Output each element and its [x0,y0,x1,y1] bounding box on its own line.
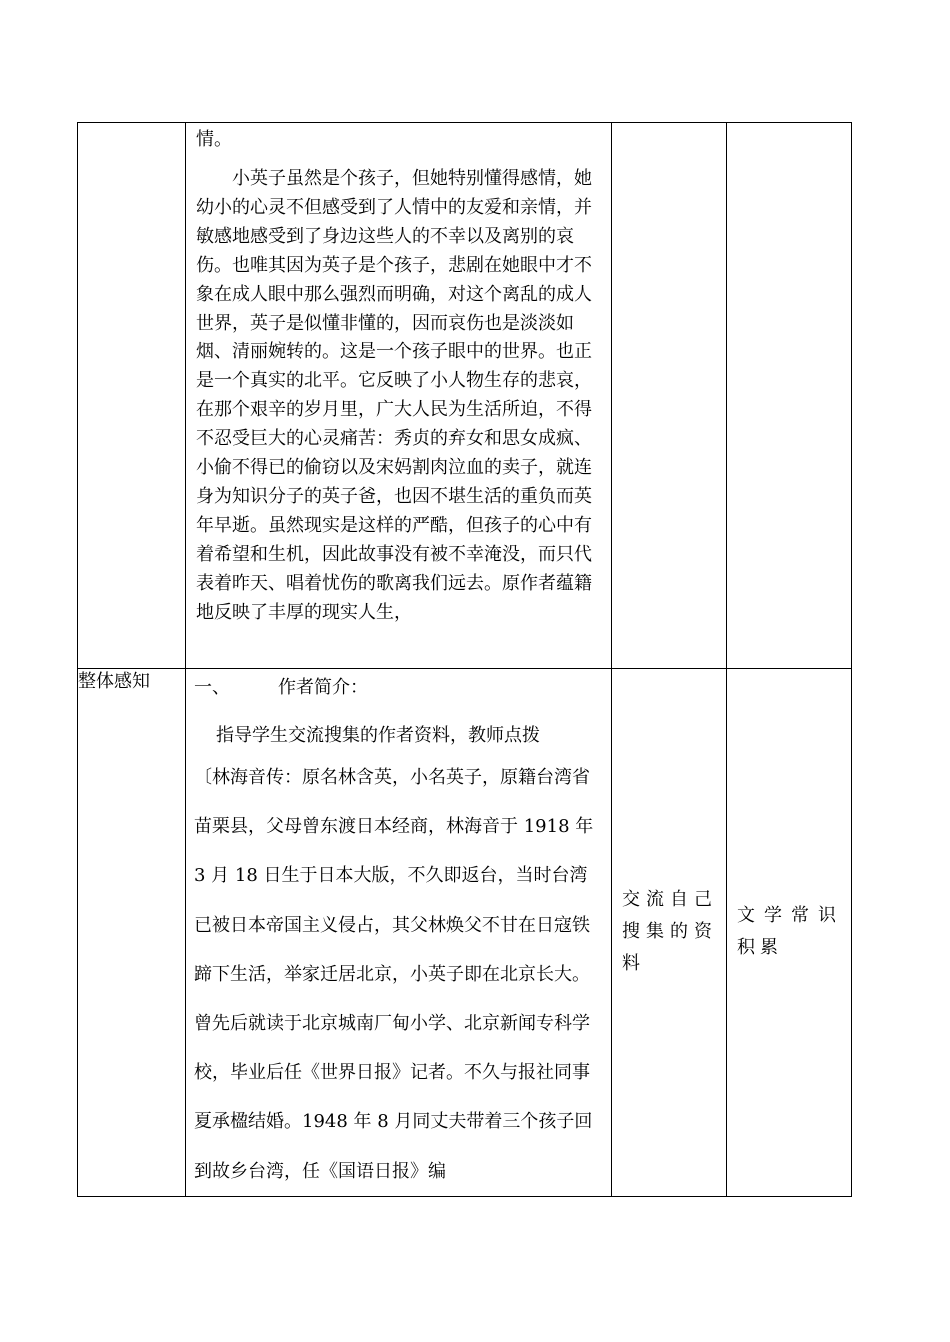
student-activity-cell-empty [612,123,727,669]
design-intent-text: 文学常识积累 [727,669,852,1197]
continuation-text: 情。 [196,129,232,150]
stage-cell-empty [78,123,186,669]
student-activity-text: 交流自己搜集的资料 [612,669,727,1197]
content-cell [186,669,612,1197]
stage-label: 整体感知 [78,669,186,1197]
author-biography: 〔林海音传：原名林含英，小名英子，原籍台湾省苗栗县，父母曾东渡日本经商，林海音于 1918 年 3 月 18 日生于日本大版，不久即返台，当时台湾已被日本帝国主义侵占，其父林焕父不甘在日寇铁蹄下生活，举家迁居北京，小英子即在北京长大。曾先后就读于北京城南厂甸小学、北京新闻专科学校，毕业后任《世界日报》记者。不久与报社同事夏承楹结婚。1948 年 8 月同丈夫带着三个孩子回到故乡台湾，任《国语日报》编 [194,767,594,1182]
content-cell [186,123,612,669]
analysis-paragraph: 小英子虽然是个孩子，但她特别懂得感情，她幼小的心灵不但感受到了人情中的友爱和亲情，并敏感地感受到了身边这些人的不幸以及离别的哀伤。也唯其因为英子是个孩子，悲剧在她眼中才不象在成人眼中那么强烈而明确，对这个离乱的成人世界，英子是似懂非懂的，因而哀伤也是淡淡如烟、清丽婉转的。这是一个孩子眼中的世界。也正是一个真实的北平。它反映了小人物生存的悲哀，在那个艰辛的岁月里，广大人民为生活所迫，不得不忍受巨大的心灵痛苦：秀贞的弃女和思女成疯、小偷不得已的偷窃以及宋妈割肉泣血的卖子，就连身为知识分子的英子爸，也因不堪生活的重负而英年早逝。虽然现实是这样的严酷，但孩子的心中有着希望和生机，因此故事没有被不幸淹没，而只代表着昨天、唱着忧伤的歌离我们远去。原作者蕴籍地反映了丰厚的现实人生， [196,168,592,623]
table-row [78,669,852,1197]
section-heading: 一、 作者简介： [194,677,368,698]
design-intent-cell-empty [727,123,852,669]
lesson-plan-table [77,122,852,1197]
table-row [78,123,852,669]
teacher-guide-text: 指导学生交流搜集的作者资料，教师点拨 [216,725,540,746]
